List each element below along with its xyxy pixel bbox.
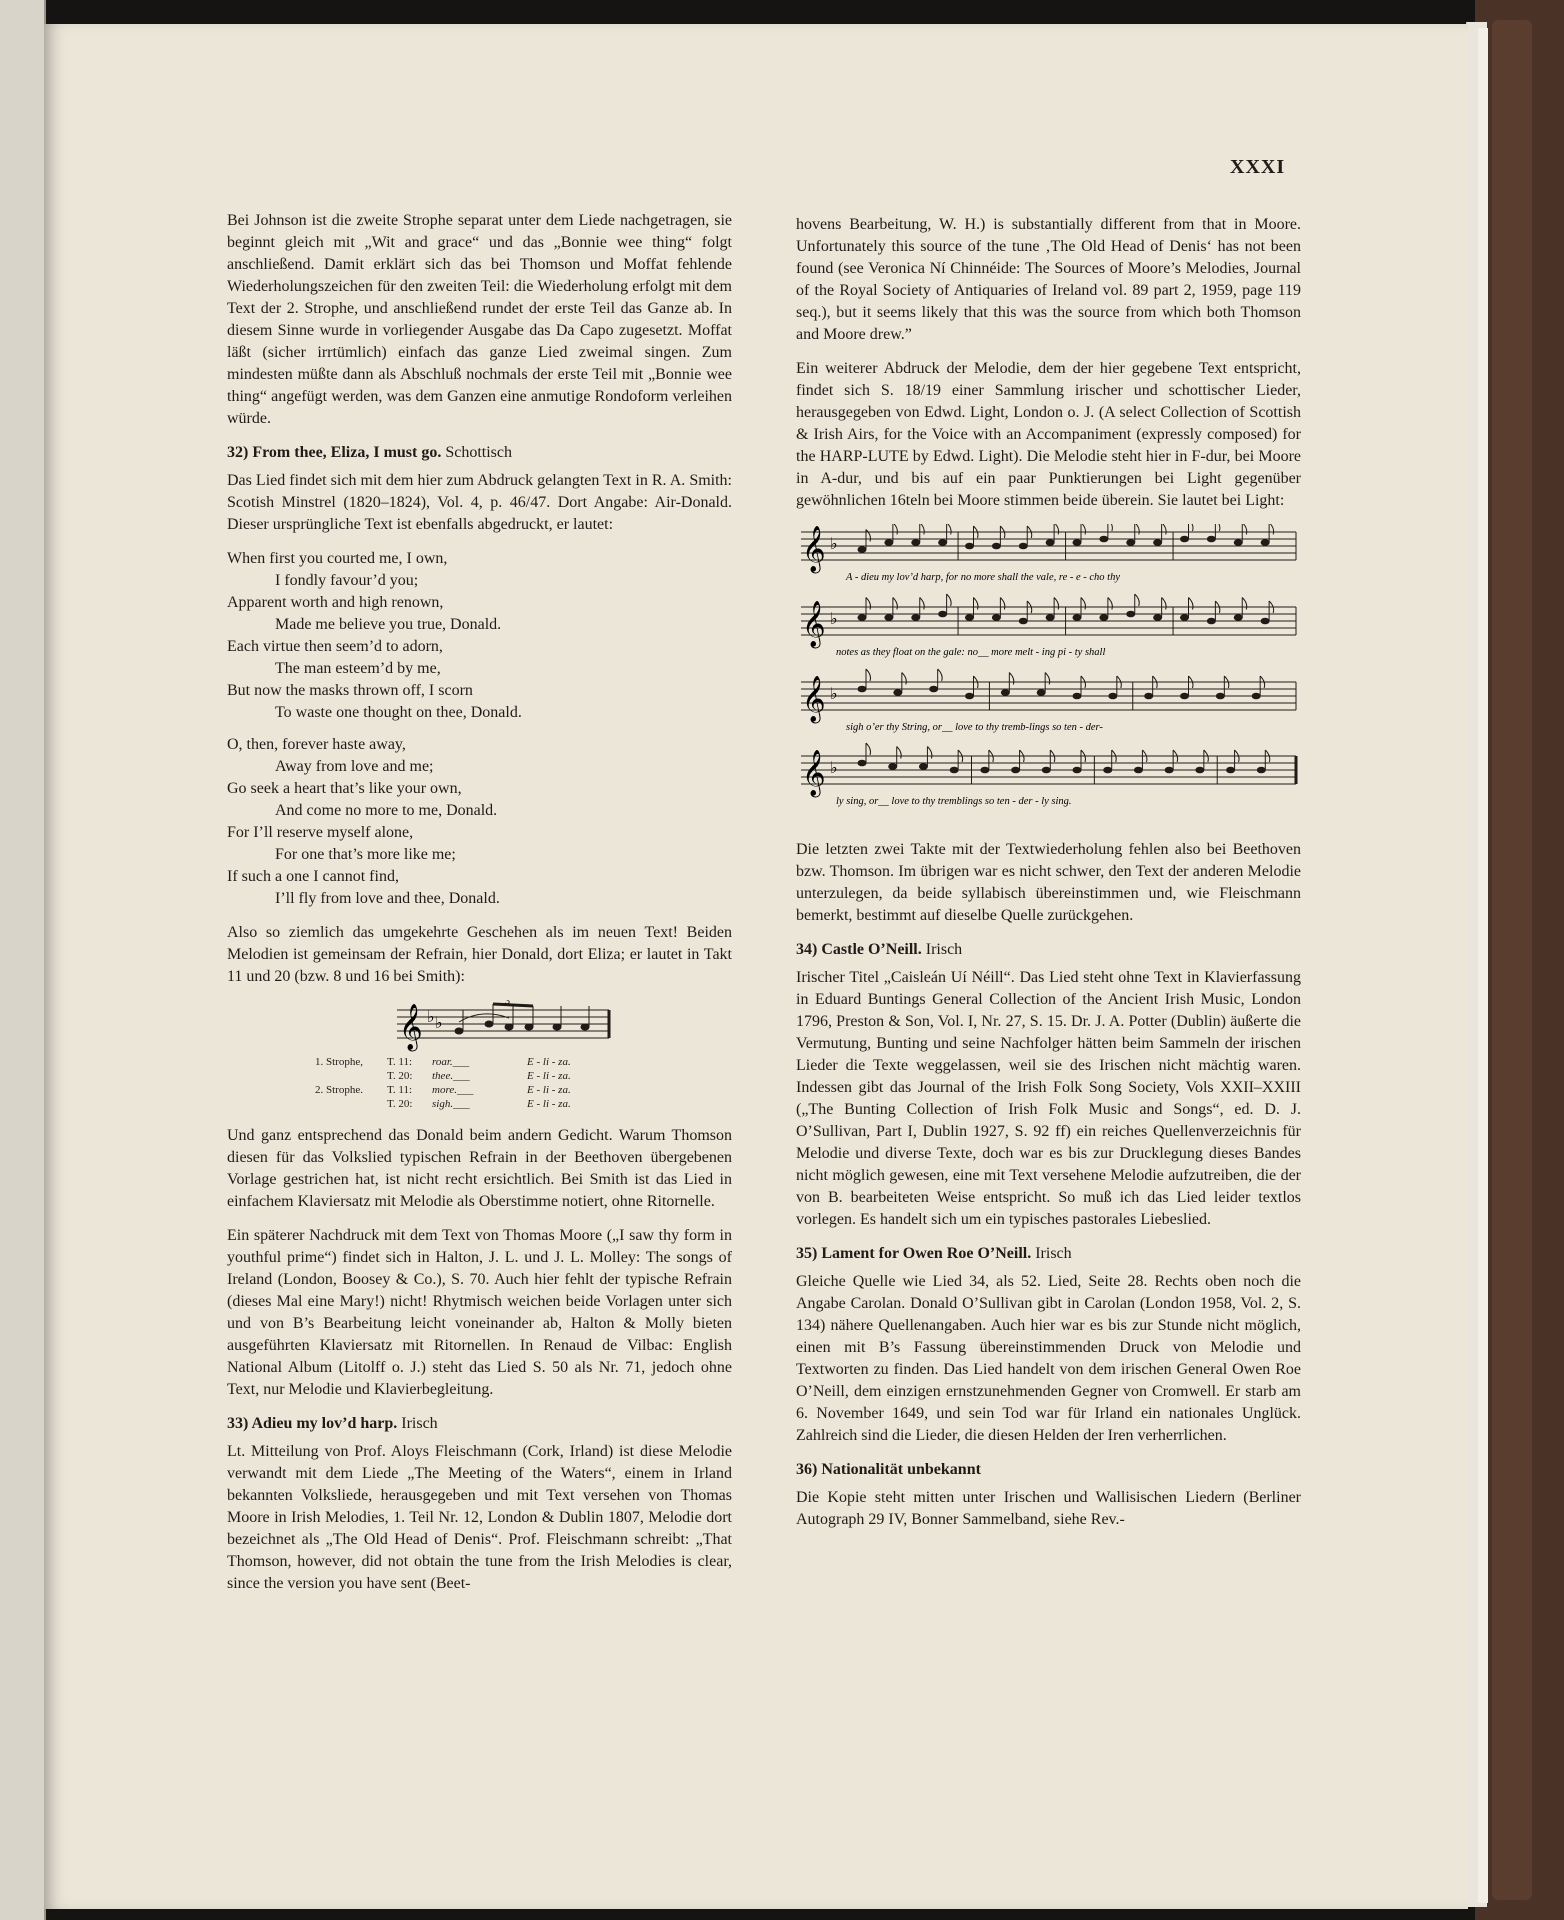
flat-icon: ♭ (830, 611, 838, 628)
lyric-line: ly sing, or__ love to thy tremblings so ten - der - ly sing. (836, 796, 1072, 807)
note-head (911, 614, 920, 621)
note-head (1261, 539, 1270, 546)
note-head (1234, 614, 1243, 621)
flat-icon: ♭ (435, 1015, 443, 1032)
lyric: E - li - za. (527, 1098, 571, 1110)
paragraph: Lt. Mitteilung von Prof. Aloys Fleischmann (Cork, Irland) ist diese Melodie verwandt mit dem Liede „The Meeting of the Waters“, einem in Irland bekannten Volksliede, herausgegeben und mit Text versehen von Thomas Moore in Irish Melodies, 1. Teil Nr. 12, London & Dublin 1807, Melodie dort bezeichnet als „The Old Head of Denis“. Prof. Fleischmann schreibt: „That Thomson, however, did not obtain the tune from the Irish Melodies is clear, since the version you have sent (Beet- (227, 1443, 732, 1592)
note-head (858, 614, 867, 621)
note-head (1103, 767, 1112, 774)
lyric: E - li - za. (527, 1070, 571, 1082)
paragraph: Die letzten zwei Takte mit der Textwiederholung fehlen also bei Beethoven bzw. Thomson. Im übrigen war es nicht schwer, den Text der anderen Melodie unterzulegen, da beide syllabisch übereinstimmen und, wie Fleischmann bemerkt, bestimmt auf dieselbe Quelle zurückgehen. (796, 841, 1301, 924)
note-head (1153, 614, 1162, 621)
note-head (1019, 618, 1028, 625)
lyric-line: sigh o’er thy String, or__ love to thy tremb-lings so ten - der- (846, 722, 1103, 733)
note-head (888, 763, 897, 770)
note-head (1099, 614, 1108, 621)
right-column (796, 214, 1301, 1543)
music-example-light (796, 524, 1301, 831)
paragraph: Das Lied findet sich mit dem hier zum Abdruck gelangten Text in R. A. Smith: Scotish Minstrel (1820–1824), Vol. 4, p. 46/47. Dort Angabe: Air-Donald. Dieser ursprüngliche Text ist ebenfalls abgedruckt, er lautet: (227, 472, 732, 533)
note-head (950, 767, 959, 774)
note-head (1252, 693, 1261, 700)
heading-kind: Irisch (925, 941, 963, 958)
verse-line: When first you courted me, I own, (227, 550, 448, 567)
refrain-labels (227, 1055, 732, 1115)
bar-label: T. 11: (387, 1056, 413, 1068)
heading-title: 35) Lament for Owen Roe O’Neill. (796, 1245, 1032, 1262)
verse-line: To waste one thought on thee, Donald. (275, 704, 522, 721)
note-head (1234, 539, 1243, 546)
treble-clef-icon: 𝄞 (802, 601, 826, 646)
paragraph: Ein weiterer Abdruck der Melodie, dem der hier gegebene Text entspricht, findet sich S. 18/19 einer Sammlung irischer und schottischer Lieder, herausgegeben von Edwd. Light, London o. J. (A select Collection of Scottish & Irish Airs, for the Voice with an Accompaniment (expressly composed) for the HARP-LUTE by Edwd. Light). Die Melodie steht hier in F-dur, bei Moore in A-dur, und bis auf ein paar Punktierungen bei Light gegenüber gewöhnlichen 16teln bei Moore stimmen beide überein. Sie lautet bei Light: (796, 360, 1301, 509)
verse-line: I fondly favour’d you; (275, 572, 419, 589)
note-head (1099, 536, 1108, 543)
note-head (884, 539, 893, 546)
treble-clef-icon: 𝄞 (802, 676, 826, 721)
note-head (1180, 693, 1189, 700)
music-staff (801, 743, 1296, 798)
refrain-notes (455, 1004, 590, 1035)
note-head (938, 539, 947, 546)
lyric: thee.___ (432, 1070, 470, 1082)
section-heading-36 (796, 1459, 1301, 1481)
note-head (911, 539, 920, 546)
paragraph: Bei Johnson ist die zweite Strophe separat unter dem Liede nachgetragen, sie beginnt gleich mit „Wit and grace“ und das „Bonnie wee thing“ folgt anschließend. Damit erklärt sich das bei Thomson und Moffat fehlende Wiederholungszeichen für den zweiten Teil: die Wiederholung erfolgt mit dem Text der 2. Strophe, und anschließend rundet der erste Teil das Ganze ab. In diesem Sinne wurde in vorliegender Ausgabe das Da Capo zugesetzt. Moffat läßt (sicher irrtümlich) einfach das ganze Lied zweimal singen. Zum mindesten müßte dann als Abschluß nochmals der erste Teil mit „Bonnie wee thing“ angefügt werden, was dem Ganzen eine anmutige Rondoform verleihen würde. (227, 212, 732, 427)
section-heading-35 (796, 1243, 1301, 1265)
note-head (1153, 539, 1162, 546)
refrain-music-example (227, 1000, 732, 1115)
verse-line: And come no more to me, Donald. (275, 802, 498, 819)
verse-line: For one that’s more like me; (275, 846, 456, 863)
section-heading-34 (796, 939, 1301, 961)
section-heading-33 (227, 1413, 732, 1435)
strophe-label: 1. Strophe, (315, 1056, 363, 1068)
paragraph: hovens Bearbeitung, W. H.) is substantially different from that in Moore. Unfortunately this source of the tune ‚The Old Head of Denis‘ has not been found (see Veronica Ní Chinnéide: The Sources of Moore’s Melodies, Journal of the Royal Society of Antiquaries of Ireland vol. 89 part 2, 1959, page 119 seq.), but it seems likely that this was the source from which both Thomson and Moore drew.” (796, 216, 1301, 343)
verse-line: Apparent worth and high renown, (227, 594, 444, 611)
verse-block (227, 548, 732, 910)
note-head (1207, 618, 1216, 625)
note-head (1134, 767, 1143, 774)
lyric-line: A - dieu my lov’d harp, for no more shall the vale, re - e - cho thy (846, 572, 1121, 583)
lyric-line: notes as they float on the gale: no__ more melt - ing pi - ty shall (836, 647, 1106, 658)
heading-kind: Irisch (1035, 1245, 1072, 1262)
note-head (1073, 614, 1082, 621)
heading-title: 33) Adieu my lov’d harp. (227, 1415, 398, 1432)
verse-line: If such a one I cannot find, (227, 868, 399, 885)
note-head (1046, 539, 1055, 546)
flat-icon: ♭ (427, 1009, 435, 1026)
note-head (1180, 614, 1189, 621)
paragraph: Gleiche Quelle wie Lied 34, als 52. Lied, Seite 28. Rechts oben noch die Angabe Carolan. Donald O’Sullivan gibt in Carolan (London 1958, Vol. 2, S. 134) nähere Quellenangaben. Auch hier war es bis zur Stunde nicht möglich, einen mit B’s Fassung übereinstimmenden Druck von Melodie und Textworten zu finden. Das Lied handelt von dem irischen General Owen Roe O’Neill, dem einzigen ernstzunehmenden Gegner von Cromwell. Er starb am 6. November 1649, und sein Tod war für Irland ein nationales Unglück. Zahlreich sind die Lieder, die diesen Helden der Iren verherrlichen. (796, 1273, 1301, 1444)
left-column (227, 210, 732, 1607)
strophe-label: 2. Strophe. (315, 1084, 363, 1096)
treble-clef-icon: 𝄞 (802, 750, 826, 795)
paragraph: Und ganz entsprechend das Donald beim andern Gedicht. Warum Thomson diesen für das Volkslied typischen Refrain in der Beethoven übergebenen Vorlage gestrichen hat, ist nicht recht ersichtlich. Bei Smith ist das Lied in einfachem Klaviersatz mit Melodie als Oberstimme notiert, ohne Ritornelle. (227, 1127, 732, 1210)
note-head (929, 686, 938, 693)
note-head (1195, 767, 1204, 774)
note-head (1207, 536, 1216, 543)
note-head (858, 686, 867, 693)
page-number: XXXI (1230, 156, 1286, 178)
note-head (1108, 693, 1117, 700)
note-head (992, 614, 1001, 621)
note-head (1216, 693, 1225, 700)
note-head (1019, 543, 1028, 550)
note-head (965, 543, 974, 550)
note-head (965, 614, 974, 621)
music-staff (801, 524, 1296, 574)
stanza-2 (227, 734, 732, 910)
music-staff (801, 669, 1296, 724)
note-head (938, 611, 947, 618)
page-stack-edge-inner (1478, 28, 1488, 1903)
verse-line: The man esteem’d by me, (275, 660, 441, 677)
section-heading-32 (227, 442, 732, 464)
music-staff (801, 594, 1296, 649)
verse-line: I’ll fly from love and thee, Donald. (275, 890, 500, 907)
paragraph: Die Kopie steht mitten unter Irischen und Wallisischen Liedern (Berliner Autograph 29 IV, Bonner Sammelband, siehe Rev.- (796, 1489, 1301, 1528)
note-head (919, 763, 928, 770)
note-head (1261, 618, 1270, 625)
book-cover-edge (1492, 20, 1532, 1900)
bar-label: T. 20: (387, 1098, 413, 1110)
paragraph: Also so ziemlich das umgekehrte Geschehen als im neuen Text! Beiden Melodien ist gemeinsam der Refrain, hier Donald, dort Eliza; er lautet in Takt 11 und 20 (bzw. 8 und 16 bei Smith): (227, 924, 732, 985)
verse-line: Go seek a heart that’s like your own, (227, 780, 462, 797)
note-head (858, 760, 867, 767)
note-head (1144, 693, 1153, 700)
note-head (1126, 611, 1135, 618)
bar-label: T. 20: (387, 1070, 413, 1082)
treble-clef-icon: 𝄞 (802, 526, 826, 571)
lyric: E - li - za. (527, 1084, 571, 1096)
verse-line: O, then, forever haste away, (227, 736, 406, 753)
stanza-1 (227, 548, 732, 724)
verse-line: For I’ll reserve myself alone, (227, 824, 414, 841)
paragraph: Irischer Titel „Caisleán Uí Néill“. Das Lied steht ohne Text in Klavierfassung in Eduard Buntings General Collection of the Ancient Irish Music, London 1796, Preston & Son, Vol. I, Nr. 27, S. 15. Dr. J. A. Potter (Dublin) äußerte die Vermutung, Bunting und seine Nachfolger hätten beim Sammeln der irischen Lieder die Texte weggelassen, weil sie des Irischen nicht mächtig waren. Indessen gibt das Journal of the Irish Folk Song Society, Vols XXII–XXIII („The Bunting Collection of Irish Folk Music and Songs“, ed. D. J. O’Sullivan, Part I, Dublin 1927, S. 92 ff) ein reiches Quellenverzeichnis für Melodie und diverse Texte, doch war es bis zur Drucklegung dieses Bandes nicht möglich gewesen, eine mit Text versehene Melodie aufzutreiben, die der von B. bearbeiteten Weise entspricht. So muß ich das Lied leider textlos vorlegen. Es handelt sich um ein typisches pastorales Liebeslied. (796, 969, 1301, 1228)
verse-line: But now the masks thrown off, I scorn (227, 682, 473, 699)
note-head (1073, 693, 1082, 700)
flat-icon: ♭ (830, 536, 838, 553)
note-head (884, 614, 893, 621)
lyric: roar.___ (432, 1056, 470, 1068)
note-head (1042, 767, 1051, 774)
bar-label: T. 11: (387, 1084, 413, 1096)
previous-page-edge (0, 0, 46, 1920)
music-staves-svg (796, 524, 1301, 824)
heading-kind: Schottisch (445, 444, 513, 461)
heading-title: 34) Castle O’Neill. (796, 941, 922, 958)
verse-line: Each virtue then seem’d to adorn, (227, 638, 443, 655)
note-head (1073, 539, 1082, 546)
note-head (1180, 536, 1189, 543)
note-head (858, 546, 867, 553)
note-head (1037, 689, 1046, 696)
note-head (893, 689, 902, 696)
flat-icon: ♭ (830, 686, 838, 703)
heading-kind: Irisch (401, 1415, 438, 1432)
note-head (1257, 767, 1266, 774)
note-head (1073, 767, 1082, 774)
note-head (1011, 767, 1020, 774)
verse-line: Away from love and me; (275, 758, 434, 775)
lyric: more.___ (432, 1084, 474, 1096)
note-head (1165, 767, 1174, 774)
heading-title: 32) From thee, Eliza, I must go. (227, 444, 442, 461)
lyric: E - li - za. (527, 1056, 571, 1068)
paragraph: Ein späterer Nachdruck mit dem Text von Thomas Moore („I saw thy form in youthful prime“) findet sich in Halton, J. L. und J. L. Molley: The songs of Ireland (London, Boosey & Co.), S. 70. Auch hier fehlt der typische Refrain (dieses Mal eine Mary!) nicht! Rhytmisch weichen beide Vorlagen unter sich und von B’s Bearbeitung leicht voneinander ab, Halton & Molly bieten ausgeführten Klaviersatz mit Ritornellen. In Renaud de Vilbac: English National Album (Litolff o. J.) steht das Lied S. 50 als Nr. 71, jedoch ohne Text, nur Melodie und Klavierbegleitung. (227, 1227, 732, 1398)
note-head (965, 693, 974, 700)
note-head (1126, 539, 1135, 546)
note-head (1226, 767, 1235, 774)
note-head (980, 767, 989, 774)
svg-text:3: 3 (505, 1000, 510, 1007)
treble-clef-icon: 𝄞 (399, 1004, 423, 1049)
lyric: sigh.___ (432, 1098, 470, 1110)
note-head (1046, 614, 1055, 621)
note-head (1001, 689, 1010, 696)
flat-icon: ♭ (830, 760, 838, 777)
note-head (992, 543, 1001, 550)
heading-title: 36) Nationalität unbekannt (796, 1461, 981, 1478)
verse-line: Made me believe you true, Donald. (275, 616, 502, 633)
